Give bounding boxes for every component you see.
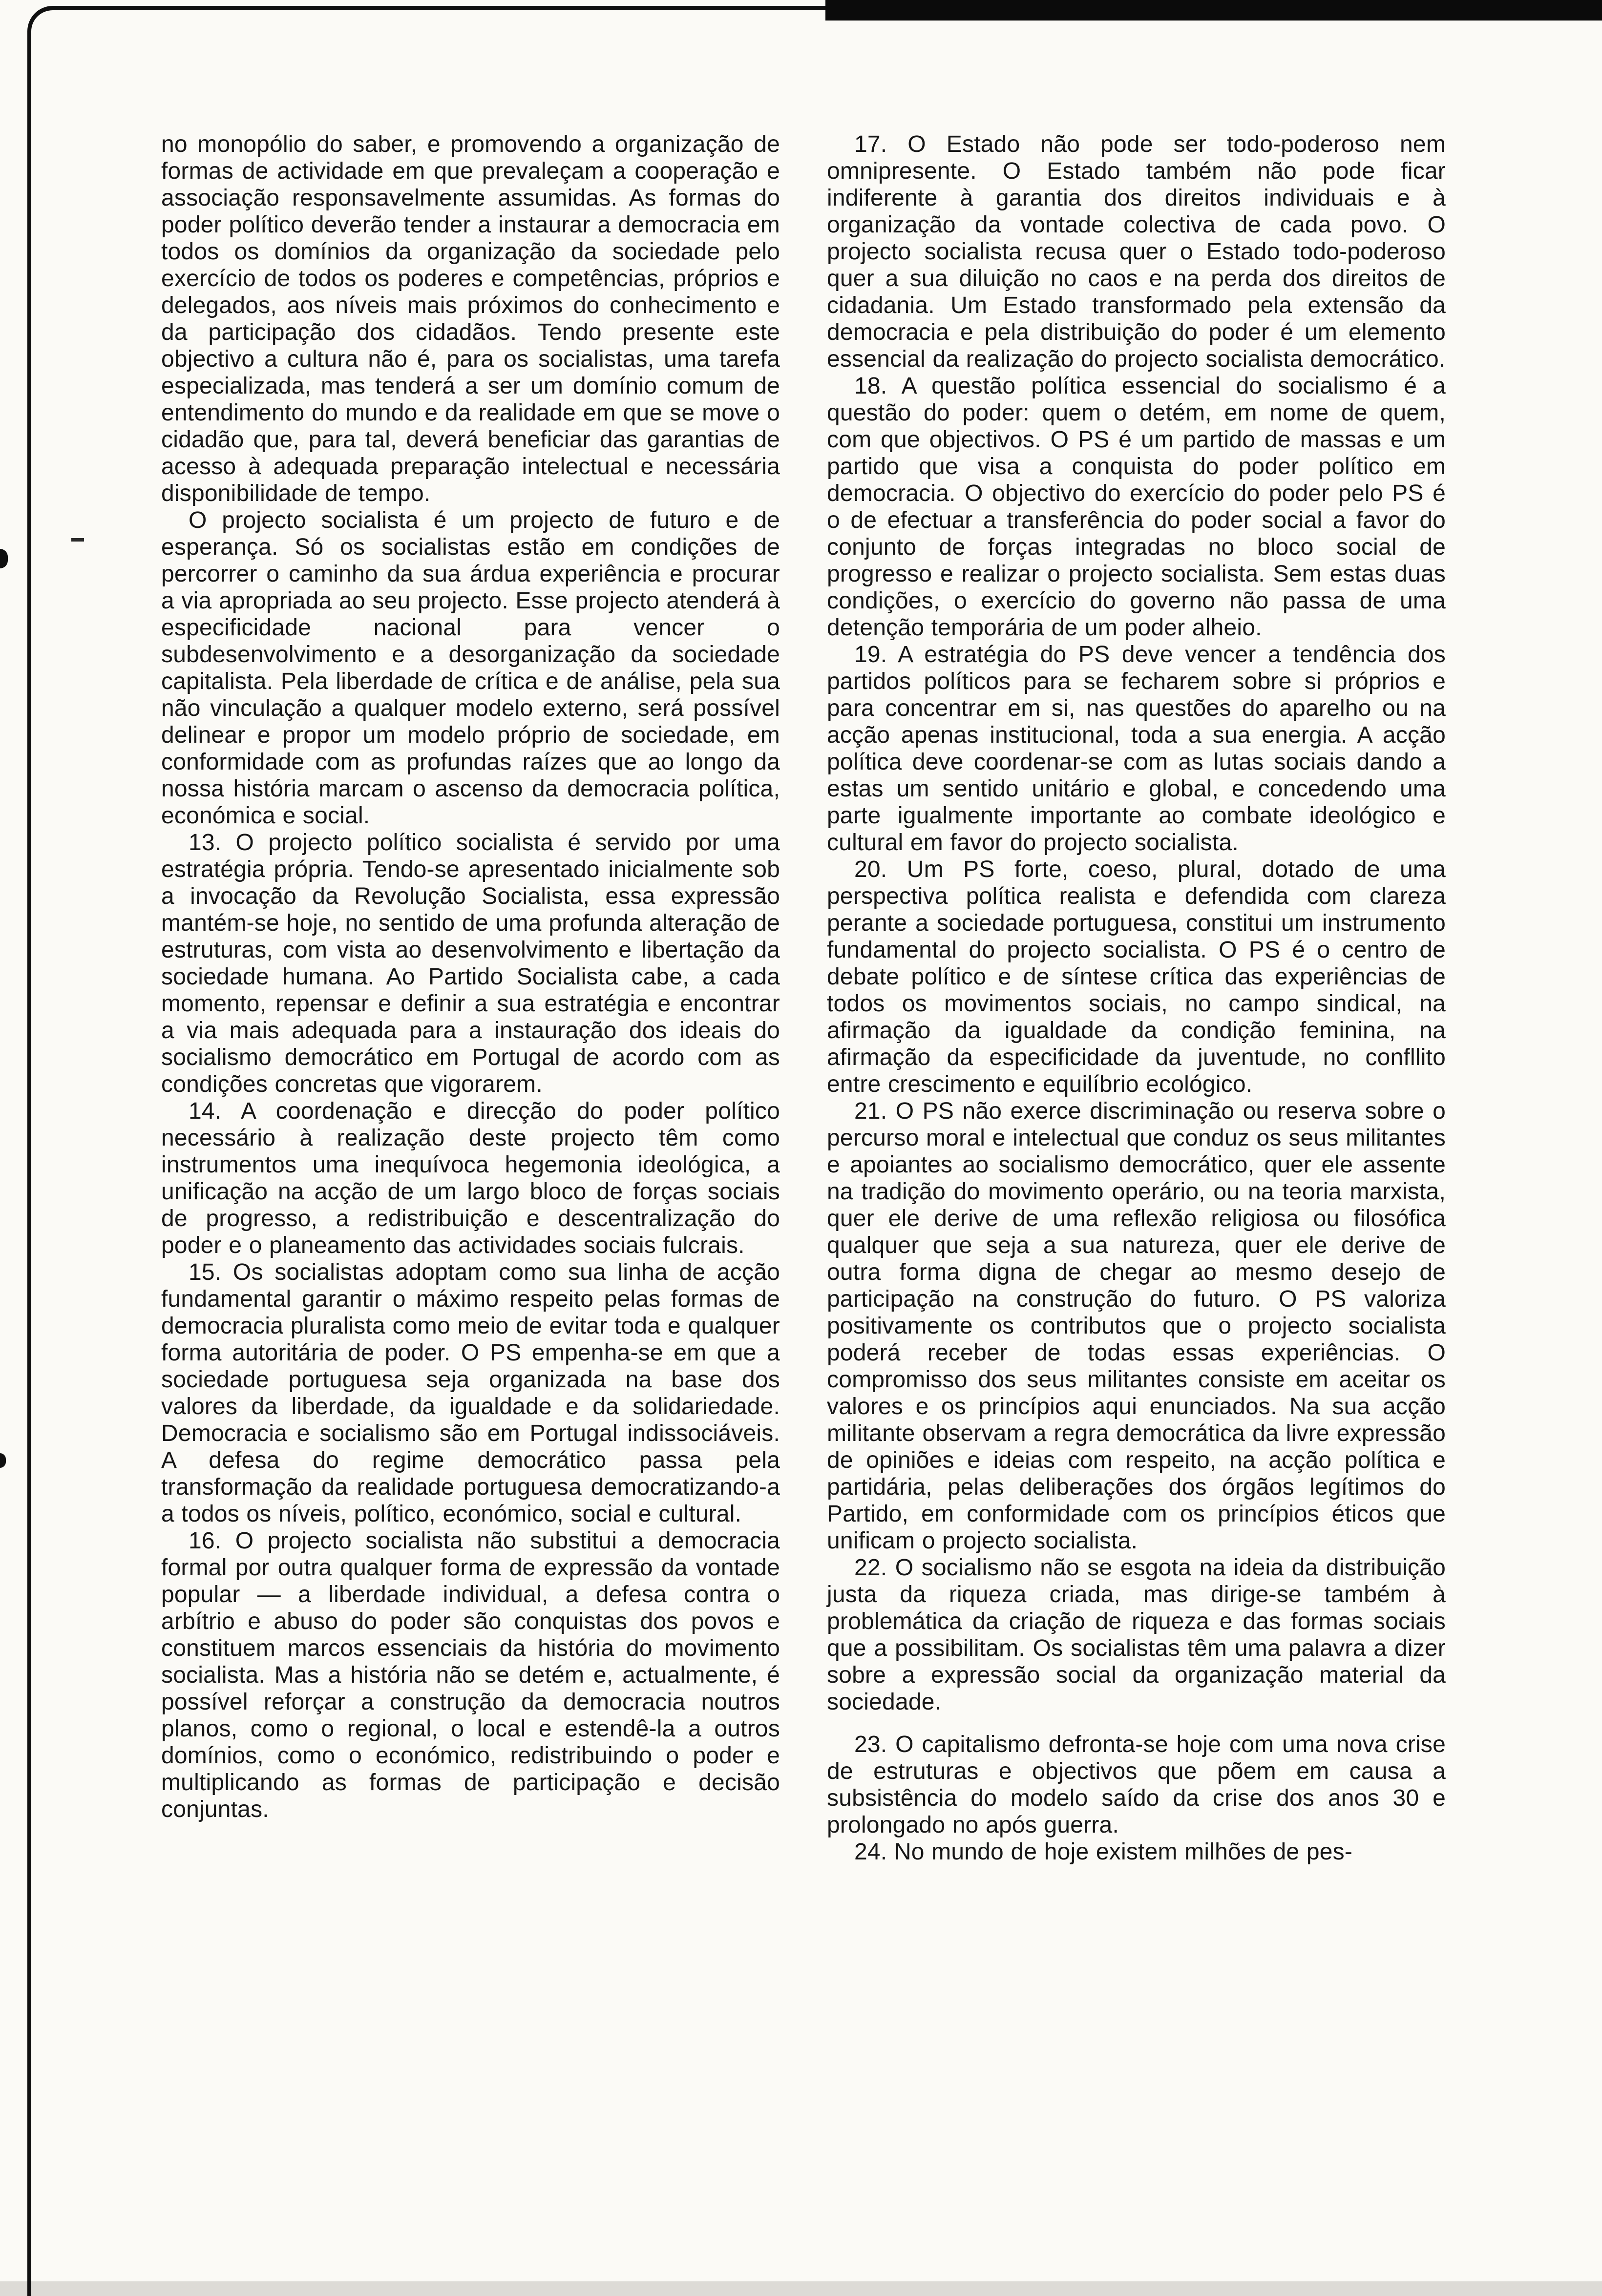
scan-blob-left-upper bbox=[0, 549, 8, 568]
text-content bbox=[161, 131, 1446, 1865]
left-column bbox=[161, 131, 780, 1865]
paragraph-15: 15. Os socialistas adoptam como sua linha de acção fundamental garantir o máximo respeito pelas formas de democracia pluralista como meio de evitar toda e qualquer forma autoritária de poder. O PS empenha-se em que a sociedade portuguesa seja organizada na base dos valores da liberdade, da igualdade e da solidariedade. Democracia e socialismo são em Portugal indissociáveis. A defesa do regime democrático passa pela transformação da realidade portuguesa democratizando-a a todos os níveis, político, económico, social e cultural. bbox=[161, 1259, 780, 1527]
paragraph-16: 16. O projecto socialista não substitui a democracia formal por outra qualquer forma de expressão da vontade popular — a liberdade individual, a defesa contra o arbítrio e abuso do poder são conquistas dos povos e constituem marcos essenciais da história do movimento socialista. Mas a história não se detém e, actualmente, é possível reforçar a construção da democracia noutros planos, como o regional, o local e estendê-la a outros domínios, como o económico, redistribuindo o poder e multiplicando as formas de participação e decisão conjuntas. bbox=[161, 1528, 780, 1822]
paragraph-19: 19. A estratégia do PS deve vencer a tendência dos partidos políticos para se fecharem sobre si próprios e para concentrar em si, nas questões do aparelho ou na acção apenas institucional, toda a sua energia. A acção política deve coordenar-se com as lutas sociais dando a estas um sentido unitário e global, e concedendo uma parte igualmente importante ao combate ideológico e cultural em favor do projecto socialista. bbox=[827, 642, 1446, 856]
paragraph-17: 17. O Estado não pode ser todo-poderoso nem omnipresente. O Estado também não pode ficar indiferente à garantia dos direitos individuais e à organização da vontade colectiva de cada povo. O projecto socialista recusa quer o Estado todo-poderoso quer a sua diluição no caos e na perda dos direitos de cidadania. Um Estado transformado pela extensão da democracia e pela distribuição do poder é um elemento essencial da realização do projecto socialista democrático. bbox=[827, 131, 1446, 372]
paragraph-20: 20. Um PS forte, coeso, plural, dotado de uma perspectiva política realista e defendida com clareza perante a sociedade portuguesa, constitui um instrumento fundamental do projecto socialista. O PS é o centro de debate político e de síntese crítica das experiências de todos os movimentos sociais, no campo sindical, na afirmação da igualdade da condição feminina, na afirmação da especificidade da juventude, no confllito entre crescimento e equilíbrio ecológico. bbox=[827, 856, 1446, 1097]
paragraph-14: 14. A coordenação e direcção do poder político necessário à realização deste projecto têm como instrumentos uma inequívoca hegemonia ideológica, a unificação na acção de um largo bloco de forças sociais de progresso, a redistribuição e descentralização do poder e o planeamento das actividades sociais fulcrais. bbox=[161, 1098, 780, 1258]
scan-blob-left-lower bbox=[0, 1453, 6, 1468]
right-column bbox=[827, 131, 1446, 1865]
paragraph-21: 21. O PS não exerce discriminação ou reserva sobre o percurso moral e intelectual que conduz os seus militantes e apoiantes ao socialismo democrático, quer ele assente na tradição do movimento operário, ou na teoria marxista, quer ele derive de uma reflexão religiosa ou filosófica qualquer que seja a sua natureza, quer ele derive de outra forma digna de chegar ao mesmo desejo de participação na construção do futuro. O PS valoriza positivamente os contributos que o projecto socialista poderá receber de todas essas experiências. O compromisso dos seus militantes consiste em aceitar os valores e os princípios aqui enunciados. Na sua acção militante observam a regra democrática da livre expressão de opiniões e ideias com respeito, na acção política e partidária, pelas deliberações dos órgãos legítimos do Partido, em conformidade com os princípios éticos que unificam o projecto socialista. bbox=[827, 1098, 1446, 1554]
paragraph-24: 24. No mundo de hoje existem milhões de pes- bbox=[854, 1839, 1353, 1865]
paragraph-continuation: no monopólio do saber, e promovendo a organização de formas de actividade em que prevaleçam a cooperação e associação responsavelmente assumidas. As formas do poder político deverão tender a instaurar a democracia em todos os domínios da organização da sociedade pelo exercício de todos os poderes e competências, próprios e delegados, aos níveis mais próximos do conhecimento e da participação dos cidadãos. Tendo presente este objectivo a cultura não é, para os socialistas, uma tarefa especializada, mas tenderá a ser um domínio comum de entendimento do mundo e da realidade em que se move o cidadão que, para tal, deverá beneficiar das garantias de acesso à adequada preparação intelectual e necessária disponibilidade de tempo. bbox=[161, 131, 780, 506]
paragraph-23: 23. O capitalismo defronta-se hoje com uma nova crise de estruturas e objectivos que põem em causa a subsistência do modelo saído da crise dos anos 30 e prolongado no após guerra. bbox=[827, 1732, 1446, 1838]
paragraph-13: 13. O projecto político socialista é servido por uma estratégia própria. Tendo-se apresentado inicialmente sob a invocação da Revolução Socialista, essa expressão mantém-se hoje, no sentido de uma profunda alteração de estruturas, com vista ao desenvolvimento e libertação da sociedade humana. Ao Partido Socialista cabe, a cada momento, repensar e definir a sua estratégia e encontrar a via mais adequada para a instauração dos ideais do socialismo democrático em Portugal de acordo com as condições concretas que vigorarem. bbox=[161, 830, 780, 1097]
margin-mark bbox=[71, 538, 84, 542]
paragraph-22: 22. O socialismo não se esgota na ideia da distribuição justa da riqueza criada, mas dirige-se também à problemática da criação de riqueza e das formas sociais que a possibilitam. Os socialistas têm uma palavra a dizer sobre a expressão social da organização material da sociedade. bbox=[827, 1555, 1446, 1715]
scan-edge-top-right-band bbox=[825, 0, 1602, 21]
paragraph-18: 18. A questão política essencial do socialismo é a questão do poder: quem o detém, em nome de quem, com que objectivos. O PS é um partido de massas e um partido que visa a conquista do poder político em democracia. O objectivo do exercício do poder pelo PS é o de efectuar a transferência do poder social a favor do conjunto de forças integradas no bloco social de progresso e realizar o projecto socialista. Sem estas duas condições, o exercício do governo não passa de uma detenção temporária de um poder alheio. bbox=[827, 373, 1446, 641]
paragraph-projecto-futuro: O projecto socialista é um projecto de futuro e de esperança. Só os socialistas estão em condições de percorrer o caminho da sua árdua experiência e procurar a via apropriada ao seu projecto. Esse projecto atenderá à especificidade nacional para vencer o subdesenvolvimento e a desorganização da sociedade capitalista. Pela liberdade de crítica e de análise, pela sua não vinculação a qualquer modelo externo, será possível delinear e propor um modelo próprio de sociedade, em conformidade com as profundas raízes que ao longo da nossa história marcam o ascenso da democracia política, económica e social. bbox=[161, 507, 780, 829]
